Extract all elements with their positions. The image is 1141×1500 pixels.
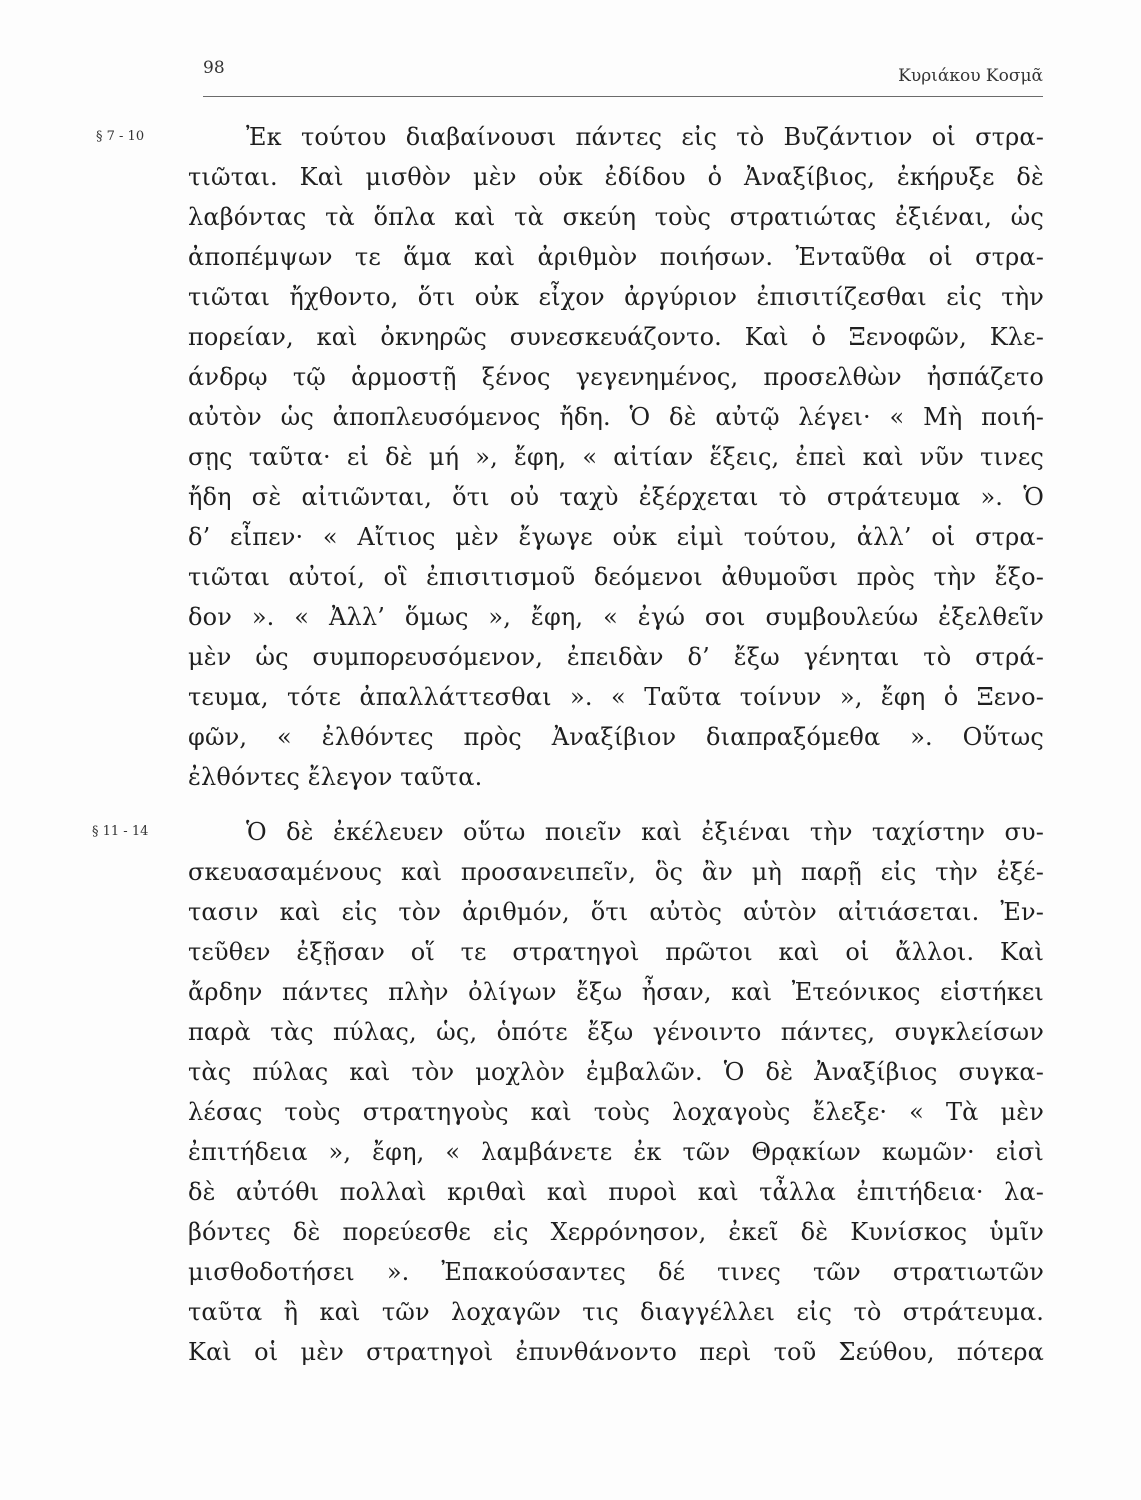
text-line: Καὶ οἱ μὲν στρατηγοὶ ἐπυνθάνοντο περὶ τοῦ Σεύθου, πότερα xyxy=(188,1338,1044,1366)
text-line: ἤδη σὲ αἰτιῶνται, ὅτι οὐ ταχὺ ἐξέρχεται τὸ στράτευμα ». Ὁ xyxy=(188,483,1044,511)
section-reference: § 11 - 14 xyxy=(92,824,149,839)
text-line: άνδρῳ τῷ ἁρμοστῇ ξένος γεγενημένος, προσελθὼν ἠσπάζετο xyxy=(188,363,1044,391)
text-line: ἐλθόντες ἔλεγον ταῦτα. xyxy=(188,763,483,791)
text-line: λαβόντας τὰ ὅπλα καὶ τὰ σκεύη τοὺς στρατιώτας ἐξιέναι, ὡς xyxy=(188,203,1044,231)
text-line: τασιν καὶ εἰς τὸν ἀριθμόν, ὅτι αὐτὸς αὑτὸν αἰτιάσεται. Ἐν- xyxy=(188,898,1044,926)
text-line: δὲ αὐτόθι πολλαὶ κριθαὶ καὶ πυροὶ καὶ τἆλλα ἐπιτήδεια· λα- xyxy=(188,1178,1044,1206)
text-line: ταῦτα ἢ καὶ τῶν λοχαγῶν τις διαγγέλλει εἰς τὸ στράτευμα. xyxy=(188,1298,1044,1326)
text-line: ἀποπέμψων τε ἅμα καὶ ἀριθμὸν ποιήσων. Ἐνταῦθα οἱ στρα- xyxy=(188,243,1044,271)
text-line: μισθοδοτήσει ». Ἐπακούσαντες δέ τινες τῶν στρατιωτῶν xyxy=(188,1258,1044,1286)
text-line: δον ». « Ἀλλ’ ὅμως », ἔφη, « ἐγώ σοι συμβουλεύω ἐξελθεῖν xyxy=(188,603,1044,631)
text-line: ἄρδην πάντες πλὴν ὀλίγων ἔξω ἦσαν, καὶ Ἐτεόνικος εἱστήκει xyxy=(188,978,1044,1006)
text-line: ἐπιτήδεια », ἔφη, « λαμβάνετε ἐκ τῶν Θρᾳκίων κωμῶν· εἰσὶ xyxy=(188,1138,1044,1166)
text-line: μὲν ὡς συμπορευσόμενον, ἐπειδὰν δ’ ἔξω γένηται τὸ στρά- xyxy=(188,643,1044,671)
text-line: τιῶται αὐτοί, οἳ ἐπισιτισμοῦ δεόμενοι ἀθυμοῦσι πρὸς τὴν ἔξο- xyxy=(188,563,1044,591)
text-line: δ’ εἶπεν· « Αἴτιος μὲν ἔγωγε οὐκ εἰμὶ τούτου, ἀλλ’ οἱ στρα- xyxy=(188,523,1044,551)
text-line: αὐτὸν ὡς ἀποπλευσόμενος ἤδη. Ὁ δὲ αὐτῷ λέγει· « Μὴ ποιή- xyxy=(188,403,1044,431)
text-line: φῶν, « ἐλθόντες πρὸς Ἀναξίβιον διαπραξόμεθα ». Οὕτως xyxy=(188,723,1044,751)
text-line: Ὁ δὲ ἐκέλευεν οὕτω ποιεῖν καὶ ἐξιέναι τὴν ταχίστην συ- xyxy=(246,818,1044,846)
page-header xyxy=(203,58,1043,97)
text-line: λέσας τοὺς στρατηγοὺς καὶ τοὺς λοχαγοὺς ἔλεξε· « Τὰ μὲν xyxy=(188,1098,1044,1126)
text-line: σκευασαμένους καὶ προσανειπεῖν, ὃς ἂν μὴ παρῇ εἰς τὴν ἐξέ- xyxy=(188,858,1044,886)
text-line: τευμα, τότε ἀπαλλάττεσθαι ». « Ταῦτα τοίνυν », ἔφη ὁ Ξενο- xyxy=(188,683,1044,711)
text-line: τεῦθεν ἐξῇσαν οἵ τε στρατηγοὶ πρῶτοι καὶ οἱ ἄλλοι. Καὶ xyxy=(188,938,1044,966)
page-number: 98 xyxy=(203,58,225,78)
paragraph xyxy=(188,812,1044,1372)
running-head: Κυριάκου Κοσμᾶ xyxy=(898,66,1043,86)
paragraph xyxy=(188,117,1044,797)
text-line: Ἐκ τούτου διαβαίνουσι πάντες εἰς τὸ Βυζάντιον οἱ στρα- xyxy=(246,123,1044,151)
text-line: τιῶται. Καὶ μισθὸν μὲν οὐκ ἐδίδου ὁ Ἀναξίβιος, ἐκήρυξε δὲ xyxy=(188,163,1044,191)
text-line: βόντες δὲ πορεύεσθε εἰς Χερρόνησον, ἐκεῖ δὲ Κυνίσκος ὑμῖν xyxy=(188,1218,1044,1246)
text-line: τὰς πύλας καὶ τὸν μοχλὸν ἐμβαλῶν. Ὁ δὲ Ἀναξίβιος συγκα- xyxy=(188,1058,1044,1086)
text-line: τιῶται ἤχθοντο, ὅτι οὐκ εἶχον ἀργύριον ἐπισιτίζεσθαι εἰς τὴν xyxy=(188,283,1044,311)
text-line: πορείαν, καὶ ὀκνηρῶς συνεσκευάζοντο. Καὶ ὁ Ξενοφῶν, Κλε- xyxy=(188,323,1044,351)
text-line: παρὰ τὰς πύλας, ὡς, ὁπότε ἔξω γένοιντο πάντες, συγκλείσων xyxy=(188,1018,1044,1046)
text-line: σῃς ταῦτα· εἰ δὲ μή », ἔφη, « αἰτίαν ἕξεις, ἐπεὶ καὶ νῦν τινες xyxy=(188,443,1044,471)
section-reference: § 7 - 10 xyxy=(96,129,145,144)
